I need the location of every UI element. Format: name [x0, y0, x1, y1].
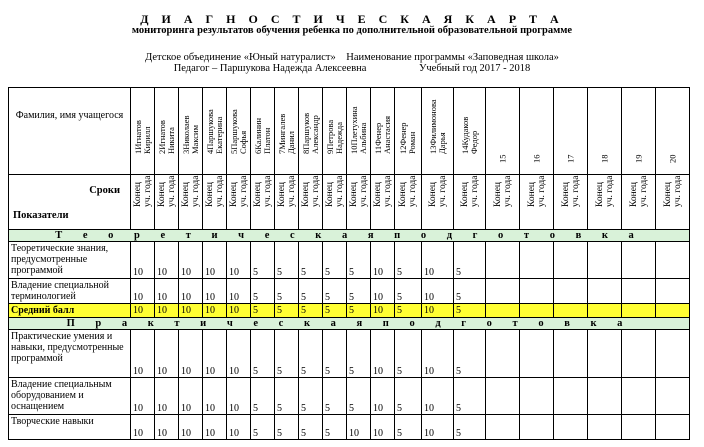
sroki-pokazateli-cell — [9, 175, 131, 230]
program-name: Наименование программы «Заповедная школа» — [346, 52, 559, 63]
student-name-line: 5Паршукова — [228, 109, 239, 154]
score-cell — [588, 304, 622, 318]
score-cell: 5 — [275, 279, 299, 304]
student-name-line: 18 — [599, 154, 609, 163]
period-line: уч. года — [310, 175, 321, 207]
score-cell: 5 — [395, 378, 422, 415]
period-line: Конец — [300, 182, 311, 207]
student-name-line: 10Плетухина — [348, 106, 359, 154]
student-name-cell — [179, 88, 203, 175]
period-line: уч. года — [536, 175, 547, 207]
score-cell — [622, 415, 656, 440]
period-cell — [588, 175, 622, 230]
period-line: Конец — [132, 182, 143, 207]
student-name-cell — [347, 88, 371, 175]
student-name-cell — [588, 88, 622, 175]
student-name-cell — [131, 88, 155, 175]
student-name-line: 16 — [531, 154, 541, 163]
score-cell — [622, 279, 656, 304]
score-cell — [588, 279, 622, 304]
score-cell: 10 — [347, 415, 371, 440]
score-cell — [622, 304, 656, 318]
score-cell: 5 — [275, 330, 299, 378]
period-line: уч. года — [238, 175, 249, 207]
score-cell — [520, 279, 554, 304]
score-cell: 10 — [371, 330, 395, 378]
score-cell: 5 — [275, 242, 299, 279]
indicator-label: Теоретические знания, предусмотренные программой — [9, 242, 131, 279]
student-name-line: 17 — [565, 154, 575, 163]
period-line: Конец — [628, 182, 639, 207]
student-name-line: Платон — [261, 127, 272, 154]
student-name-line: Софья — [237, 130, 248, 154]
score-cell: 5 — [251, 330, 275, 378]
score-cell: 5 — [347, 279, 371, 304]
period-line: Конец — [560, 182, 571, 207]
period-row — [9, 175, 690, 230]
period-line: Конец — [594, 182, 605, 207]
student-name-line: Анастасия — [381, 115, 392, 154]
score-cell — [554, 378, 588, 415]
score-cell — [588, 378, 622, 415]
teacher-name: Педагог – Паршукова Надежда Алексеевна — [173, 63, 367, 74]
score-cell: 10 — [422, 304, 454, 318]
score-cell: 10 — [203, 304, 227, 318]
score-cell: 10 — [203, 415, 227, 440]
score-cell: 10 — [203, 378, 227, 415]
score-cell: 5 — [454, 378, 486, 415]
score-cell: 10 — [155, 378, 179, 415]
score-cell: 5 — [251, 415, 275, 440]
score-cell — [656, 378, 690, 415]
student-name-cell — [251, 88, 275, 175]
score-cell: 5 — [347, 330, 371, 378]
student-name-line: 7Мингалев — [276, 113, 287, 154]
period-line: Конец — [204, 182, 215, 207]
student-name-line: 3Николаев — [180, 115, 191, 154]
score-cell: 10 — [131, 330, 155, 378]
score-cell: 10 — [155, 304, 179, 318]
period-cell — [371, 175, 395, 230]
period-line: уч. года — [358, 175, 369, 207]
program-line — [0, 52, 704, 63]
student-name-cell — [275, 88, 299, 175]
indicator-label: Практические умения и навыки, предусмотренные программой — [9, 330, 131, 378]
score-cell — [588, 415, 622, 440]
score-cell — [486, 304, 520, 318]
score-cell: 5 — [299, 378, 323, 415]
period-line: уч. года — [638, 175, 649, 207]
period-line: Конец — [398, 182, 408, 207]
pokazateli-label: Показатели — [13, 210, 69, 221]
score-cell: 10 — [155, 242, 179, 279]
score-cell: 10 — [179, 304, 203, 318]
student-name-cell — [371, 88, 395, 175]
score-cell: 10 — [203, 279, 227, 304]
indicator-label: Владение специальным оборудованием и оснащением — [9, 378, 131, 415]
score-cell: 10 — [371, 415, 395, 440]
score-cell: 10 — [131, 279, 155, 304]
indicator-row — [9, 242, 690, 279]
score-cell: 5 — [454, 279, 486, 304]
student-name-header: Фамилия, имя учащегося — [9, 88, 131, 175]
score-cell: 5 — [275, 415, 299, 440]
student-name-cell — [395, 88, 422, 175]
student-name-line: Александр — [309, 115, 320, 154]
student-name-line: Федор — [468, 130, 479, 154]
period-line: Конец — [180, 182, 191, 207]
student-name-line: Дарья — [436, 132, 447, 154]
score-cell: 10 — [131, 304, 155, 318]
diagnostic-table — [8, 87, 690, 440]
score-cell: 5 — [299, 330, 323, 378]
student-name-line: 11Фенер — [372, 122, 383, 154]
score-cell — [520, 378, 554, 415]
score-cell: 5 — [299, 242, 323, 279]
indicator-row — [9, 330, 690, 378]
student-name-line: Максим — [189, 125, 200, 154]
period-cell — [520, 175, 554, 230]
association-name: Детское объединение «Юный натуралист» — [145, 52, 336, 63]
score-cell: 5 — [251, 279, 275, 304]
score-cell: 10 — [422, 279, 454, 304]
score-cell: 10 — [422, 415, 454, 440]
score-cell: 10 — [179, 415, 203, 440]
page-subtitle: мониторинга результатов обучения ребенка по дополнительной образовательной программе — [131, 25, 573, 36]
school-year: Учебный год 2017 - 2018 — [418, 63, 531, 74]
period-line: уч. года — [437, 175, 448, 207]
indicator-label: Средний балл — [9, 304, 131, 318]
period-line: уч. года — [604, 175, 615, 207]
score-cell: 10 — [179, 279, 203, 304]
period-line: Конец — [252, 182, 263, 207]
score-cell: 5 — [395, 304, 422, 318]
score-cell: 10 — [422, 330, 454, 378]
period-cell — [203, 175, 227, 230]
score-cell — [520, 242, 554, 279]
period-cell — [227, 175, 251, 230]
score-cell — [520, 330, 554, 378]
period-cell — [622, 175, 656, 230]
score-cell: 5 — [454, 242, 486, 279]
period-cell — [299, 175, 323, 230]
indicator-row — [9, 279, 690, 304]
score-cell: 5 — [275, 378, 299, 415]
score-cell: 5 — [347, 304, 371, 318]
period-line: уч. года — [408, 175, 418, 207]
indicator-label: Творческие навыки — [9, 415, 131, 440]
section-theory-row — [9, 230, 690, 242]
period-line: Конец — [526, 182, 537, 207]
student-name-cell — [454, 88, 486, 175]
score-cell: 5 — [251, 378, 275, 415]
period-line: уч. года — [382, 175, 393, 207]
period-line: Конец — [459, 182, 470, 207]
student-name-line: 15 — [497, 154, 507, 163]
score-cell — [486, 279, 520, 304]
period-cell — [155, 175, 179, 230]
period-cell — [131, 175, 155, 230]
student-name-line: Кирилл — [141, 126, 152, 154]
score-cell — [656, 304, 690, 318]
score-cell — [486, 378, 520, 415]
average-score-row — [9, 304, 690, 318]
student-name-line: Данил — [285, 131, 296, 154]
period-line: Конец — [372, 182, 383, 207]
page-title: Д И А Г Н О С Т И Ч Е С К А Я К А Р Т А — [140, 12, 564, 26]
student-name-line: 2Игнатов — [156, 120, 167, 154]
score-cell: 5 — [454, 304, 486, 318]
score-cell: 10 — [179, 378, 203, 415]
score-cell — [554, 242, 588, 279]
period-line: уч. года — [214, 175, 225, 207]
period-cell — [251, 175, 275, 230]
score-cell: 5 — [251, 304, 275, 318]
student-name-line: 14Кудаков — [459, 116, 470, 154]
student-name-cell — [520, 88, 554, 175]
score-cell: 5 — [299, 279, 323, 304]
score-cell — [486, 242, 520, 279]
score-cell: 5 — [323, 330, 347, 378]
score-cell: 5 — [395, 330, 422, 378]
score-cell — [554, 415, 588, 440]
score-cell — [622, 330, 656, 378]
period-cell — [554, 175, 588, 230]
student-name-cell — [422, 88, 454, 175]
indicator-row — [9, 378, 690, 415]
student-name-cell — [299, 88, 323, 175]
student-name-line: 9Петрова — [324, 119, 335, 154]
score-cell: 10 — [131, 242, 155, 279]
period-cell — [422, 175, 454, 230]
score-cell — [554, 304, 588, 318]
student-name-line: 12Фенер — [398, 122, 408, 154]
period-cell — [656, 175, 690, 230]
student-name-line: Екатерина — [213, 116, 224, 154]
section-title: Т е о р е т и ч е с к а я п о д г о т о в к а — [9, 230, 690, 242]
period-line: уч. года — [334, 175, 345, 207]
score-cell — [554, 330, 588, 378]
score-cell: 5 — [251, 242, 275, 279]
score-cell: 5 — [323, 415, 347, 440]
score-cell: 10 — [227, 378, 251, 415]
period-line: Конец — [324, 182, 335, 207]
score-cell — [622, 242, 656, 279]
period-line: уч. года — [142, 175, 153, 207]
period-cell — [275, 175, 299, 230]
period-cell — [347, 175, 371, 230]
student-name-line: Альбина — [357, 122, 368, 154]
student-name-line: 4Паршукова — [204, 109, 215, 154]
score-cell: 10 — [227, 279, 251, 304]
score-cell: 5 — [395, 279, 422, 304]
score-cell: 5 — [454, 330, 486, 378]
score-cell: 10 — [371, 279, 395, 304]
score-cell: 10 — [422, 378, 454, 415]
score-cell: 5 — [299, 415, 323, 440]
student-name-line: 19 — [633, 154, 643, 163]
student-name-cell — [622, 88, 656, 175]
score-cell: 10 — [422, 242, 454, 279]
score-cell — [656, 279, 690, 304]
score-cell: 5 — [347, 242, 371, 279]
period-line: уч. года — [502, 175, 513, 207]
period-line: Конец — [348, 182, 359, 207]
score-cell — [520, 415, 554, 440]
score-cell: 10 — [203, 242, 227, 279]
student-name-line: 1Игнатов — [132, 120, 143, 154]
period-line: Конец — [228, 182, 239, 207]
indicator-row — [9, 415, 690, 440]
period-line: уч. года — [570, 175, 581, 207]
score-cell: 10 — [227, 330, 251, 378]
student-name-line: 8Паршуков — [300, 112, 311, 154]
score-cell — [622, 378, 656, 415]
indicator-label: Владение специальной терминологией — [9, 279, 131, 304]
score-cell: 10 — [371, 378, 395, 415]
period-line: Конец — [662, 182, 673, 207]
student-name-line: 13Филимонова — [427, 99, 438, 154]
period-line: уч. года — [469, 175, 480, 207]
score-cell: 5 — [275, 304, 299, 318]
score-cell: 5 — [323, 279, 347, 304]
score-cell: 10 — [371, 304, 395, 318]
section-practice-row — [9, 318, 690, 330]
score-cell — [486, 415, 520, 440]
student-name-line: Надежда — [333, 122, 344, 154]
sroki-label: Сроки — [89, 185, 120, 196]
period-cell — [395, 175, 422, 230]
student-header-row — [9, 88, 690, 175]
student-name-cell — [227, 88, 251, 175]
score-cell: 10 — [155, 330, 179, 378]
score-cell: 5 — [323, 304, 347, 318]
score-cell: 10 — [179, 242, 203, 279]
period-line: Конец — [492, 182, 503, 207]
score-cell: 5 — [395, 415, 422, 440]
score-cell — [554, 279, 588, 304]
student-name-cell — [323, 88, 347, 175]
period-cell — [323, 175, 347, 230]
period-line: Конец — [276, 182, 287, 207]
score-cell — [656, 415, 690, 440]
score-cell: 10 — [227, 304, 251, 318]
student-name-cell — [486, 88, 520, 175]
score-cell — [656, 242, 690, 279]
period-line: Конец — [427, 182, 438, 207]
score-cell — [486, 330, 520, 378]
score-cell — [588, 242, 622, 279]
period-line: уч. года — [286, 175, 297, 207]
period-line: Конец — [156, 182, 167, 207]
score-cell: 10 — [131, 415, 155, 440]
student-name-cell — [203, 88, 227, 175]
student-name-line: 6Калинин — [252, 117, 263, 154]
score-cell: 5 — [454, 415, 486, 440]
score-cell: 5 — [347, 378, 371, 415]
student-name-cell — [656, 88, 690, 175]
period-line: уч. года — [166, 175, 177, 207]
student-name-cell — [155, 88, 179, 175]
student-name-line: 20 — [667, 154, 677, 163]
period-cell — [454, 175, 486, 230]
score-cell: 5 — [323, 378, 347, 415]
score-cell: 10 — [371, 242, 395, 279]
period-line: уч. года — [672, 175, 683, 207]
student-name-line: Никита — [165, 127, 176, 154]
period-line: уч. года — [190, 175, 201, 207]
score-cell: 10 — [227, 242, 251, 279]
score-cell: 5 — [395, 242, 422, 279]
score-cell: 10 — [203, 330, 227, 378]
teacher-line — [0, 63, 704, 74]
score-cell: 10 — [227, 415, 251, 440]
student-name-line: Роман — [407, 131, 417, 154]
score-cell — [520, 304, 554, 318]
period-cell — [486, 175, 520, 230]
period-line: уч. года — [262, 175, 273, 207]
period-cell — [179, 175, 203, 230]
score-cell: 5 — [299, 304, 323, 318]
score-cell: 10 — [179, 330, 203, 378]
score-cell — [588, 330, 622, 378]
score-cell: 5 — [323, 242, 347, 279]
score-cell: 10 — [155, 279, 179, 304]
student-name-cell — [554, 88, 588, 175]
section-title: П р а к т и ч е с к а я п о д г о т о в к а — [9, 318, 690, 330]
score-cell: 10 — [131, 378, 155, 415]
score-cell — [656, 330, 690, 378]
score-cell: 10 — [155, 415, 179, 440]
